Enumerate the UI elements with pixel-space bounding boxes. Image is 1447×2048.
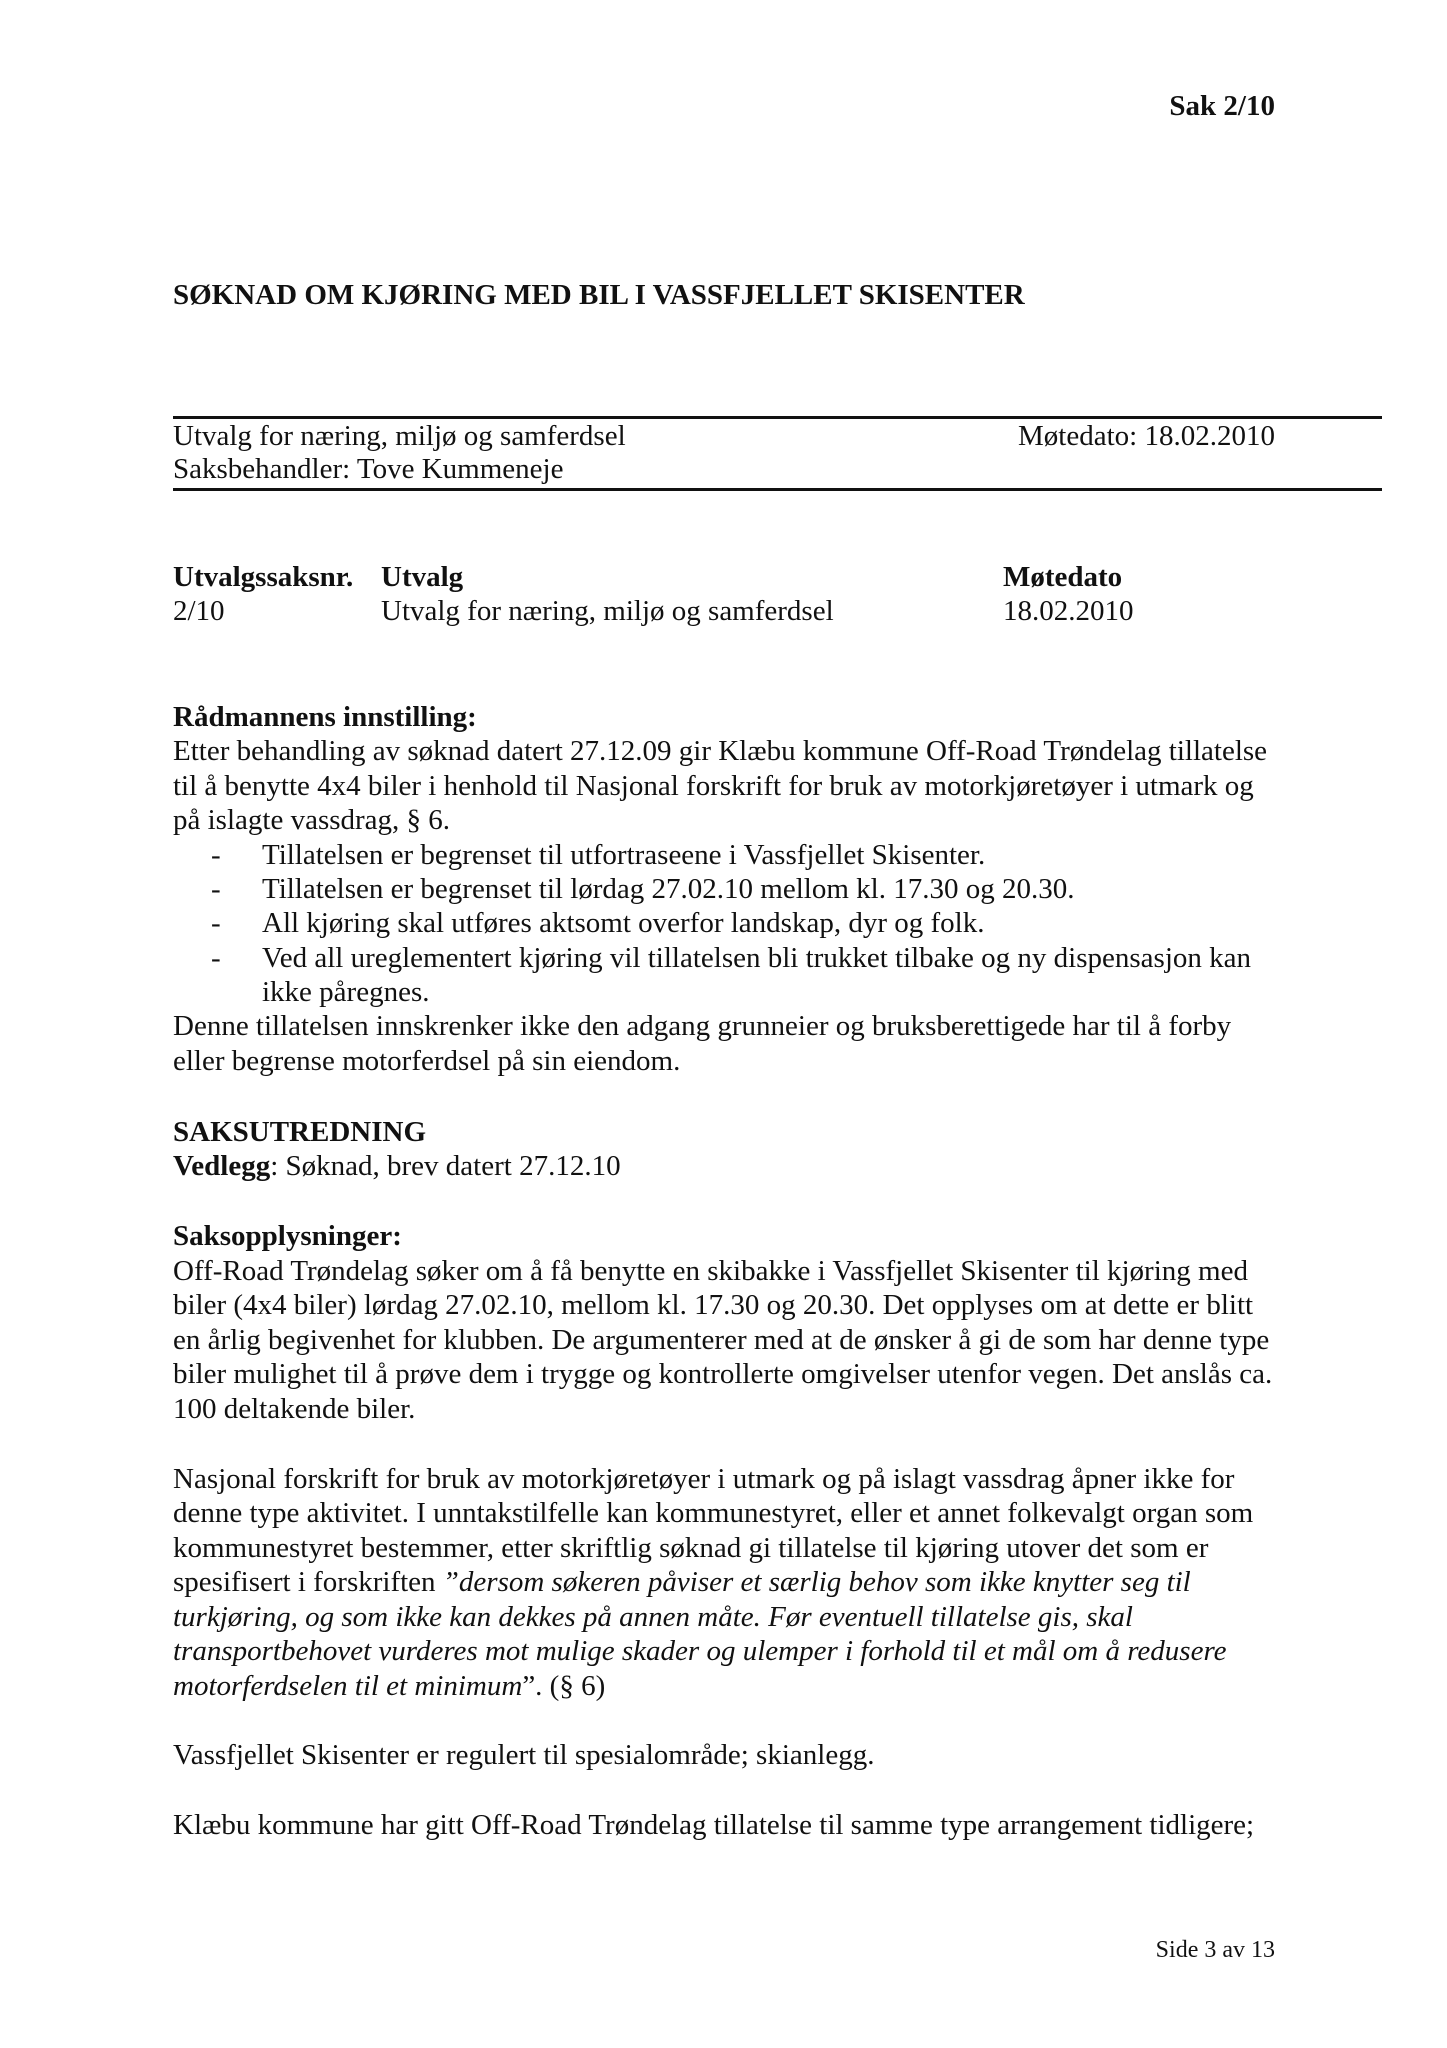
table-cell-date: 18.02.2010	[1003, 595, 1134, 627]
paragraph-line: Vassfjellet Skisenter er regulert til spesialområde; skianlegg.	[173, 1739, 875, 1771]
table-cell-committee: Utvalg for næring, miljø og samferdsel	[381, 595, 834, 627]
recommendation-line: til å benytte 4x4 biler i henhold til Nasjonal forskrift for bruk av motorkjøretøyer i utmark og	[173, 770, 1254, 802]
paragraph-line: kommunestyret bestemmer, etter skriftlig søknad gi tillatelse til kjøring utover det som er	[173, 1532, 1209, 1564]
bullet-item: Ved all ureglementert kjøring vil tillatelsen bli trukket tilbake og ny dispensasjon kan	[262, 942, 1252, 974]
citation: ”. (§ 6)	[522, 1670, 606, 1702]
bullet-continuation: ikke påregnes.	[262, 976, 430, 1008]
bottom-rule	[173, 488, 1382, 491]
quote-line: turkjøring, og som ikke kan dekkes på annen måte. Før eventuell tillatelse gis, skal	[173, 1601, 1133, 1633]
recommendation-closing: eller begrense motorferdsel på sin eiendom.	[173, 1045, 681, 1077]
attachment-label: Vedlegg	[173, 1150, 271, 1182]
paragraph-line: biler (4x4 biler) lørdag 27.02.10, mellom kl. 17.30 og 20.30. Det opplyses om at dette er blitt	[173, 1289, 1254, 1321]
paragraph-line: 100 deltakende biler.	[173, 1393, 416, 1425]
case-handler: Saksbehandler: Tove Kummeneje	[173, 453, 564, 485]
recommendation-line: Etter behandling av søknad datert 27.12.09 gir Klæbu kommune Off-Road Trøndelag tillatelse	[173, 735, 1268, 767]
information-heading: Saksopplysninger:	[173, 1220, 402, 1252]
bullet-item: Tillatelsen er begrenset til utfortraseene i Vassfjellet Skisenter.	[262, 839, 986, 871]
page-number: Side 3 av 13	[1155, 1937, 1275, 1963]
recommendation-heading: Rådmannens innstilling:	[173, 701, 477, 733]
bullet-item: Tillatelsen er begrenset til lørdag 27.02.10 mellom kl. 17.30 og 20.30.	[262, 873, 1075, 905]
paragraph-line: Off-Road Trøndelag søker om å få benytte en skibakke i Vassfjellet Skisenter til kjøring med	[173, 1255, 1248, 1287]
document-title: SØKNAD OM KJØRING MED BIL I VASSFJELLET SKISENTER	[173, 279, 1025, 311]
plain-text: spesifisert i forskriften	[173, 1566, 443, 1598]
attachment-text: : Søknad, brev datert 27.12.10	[270, 1150, 621, 1182]
table-header-case-no: Utvalgssaksnr.	[173, 561, 354, 593]
attachment-line	[173, 1149, 621, 1184]
paragraph-line-mixed	[173, 1565, 1191, 1600]
paragraph-line: Klæbu kommune har gitt Off-Road Trøndelag tillatelse til samme type arrangement tidligere;	[173, 1809, 1255, 1841]
paragraph-line: en årlig begivenhet for klubben. De argumenterer med at de ønsker å gi de som har denne type	[173, 1324, 1270, 1356]
paragraph-line: biler mulighet til å prøve dem i trygge og kontrollerte omgivelser utenfor vegen. Det anslås ca.	[173, 1358, 1273, 1390]
table-cell-case-no: 2/10	[173, 595, 225, 627]
bullet-item: All kjøring skal utføres aktsomt overfor landskap, dyr og folk.	[262, 907, 985, 939]
committee-name: Utvalg for næring, miljø og samferdsel	[173, 420, 626, 452]
quote-text: motorferdselen til et minimum	[173, 1670, 523, 1702]
quote-line-end	[173, 1669, 605, 1704]
paragraph-line: denne type aktivitet. I unntakstilfelle kan kommunestyret, eller et annet folkevalgt organ som	[173, 1497, 1254, 1529]
meeting-date: Møtedato: 18.02.2010	[1018, 420, 1275, 452]
bullet-dash: -	[211, 839, 221, 871]
bullet-dash: -	[211, 907, 221, 939]
paragraph-line: Nasjonal forskrift for bruk av motorkjøretøyer i utmark og på islagt vassdrag åpner ikke for	[173, 1463, 1235, 1495]
recommendation-closing: Denne tillatelsen innskrenker ikke den adgang grunneier og bruksberettigede har til å forby	[173, 1010, 1232, 1042]
bullet-dash: -	[211, 873, 221, 905]
quote-line: transportbehovet vurderes mot mulige skader og ulemper i forhold til et mål om å redusere	[173, 1635, 1227, 1667]
table-header-date: Møtedato	[1003, 561, 1123, 593]
table-header-committee: Utvalg	[381, 561, 464, 593]
recommendation-line: på islagte vassdrag, § 6.	[173, 804, 451, 836]
quote-text: ”dersom søkeren påviser et særlig behov som ikke knytter seg til	[442, 1566, 1191, 1598]
bullet-dash: -	[211, 942, 221, 974]
investigation-heading: SAKSUTREDNING	[173, 1116, 426, 1148]
case-number: Sak 2/10	[1169, 90, 1275, 122]
